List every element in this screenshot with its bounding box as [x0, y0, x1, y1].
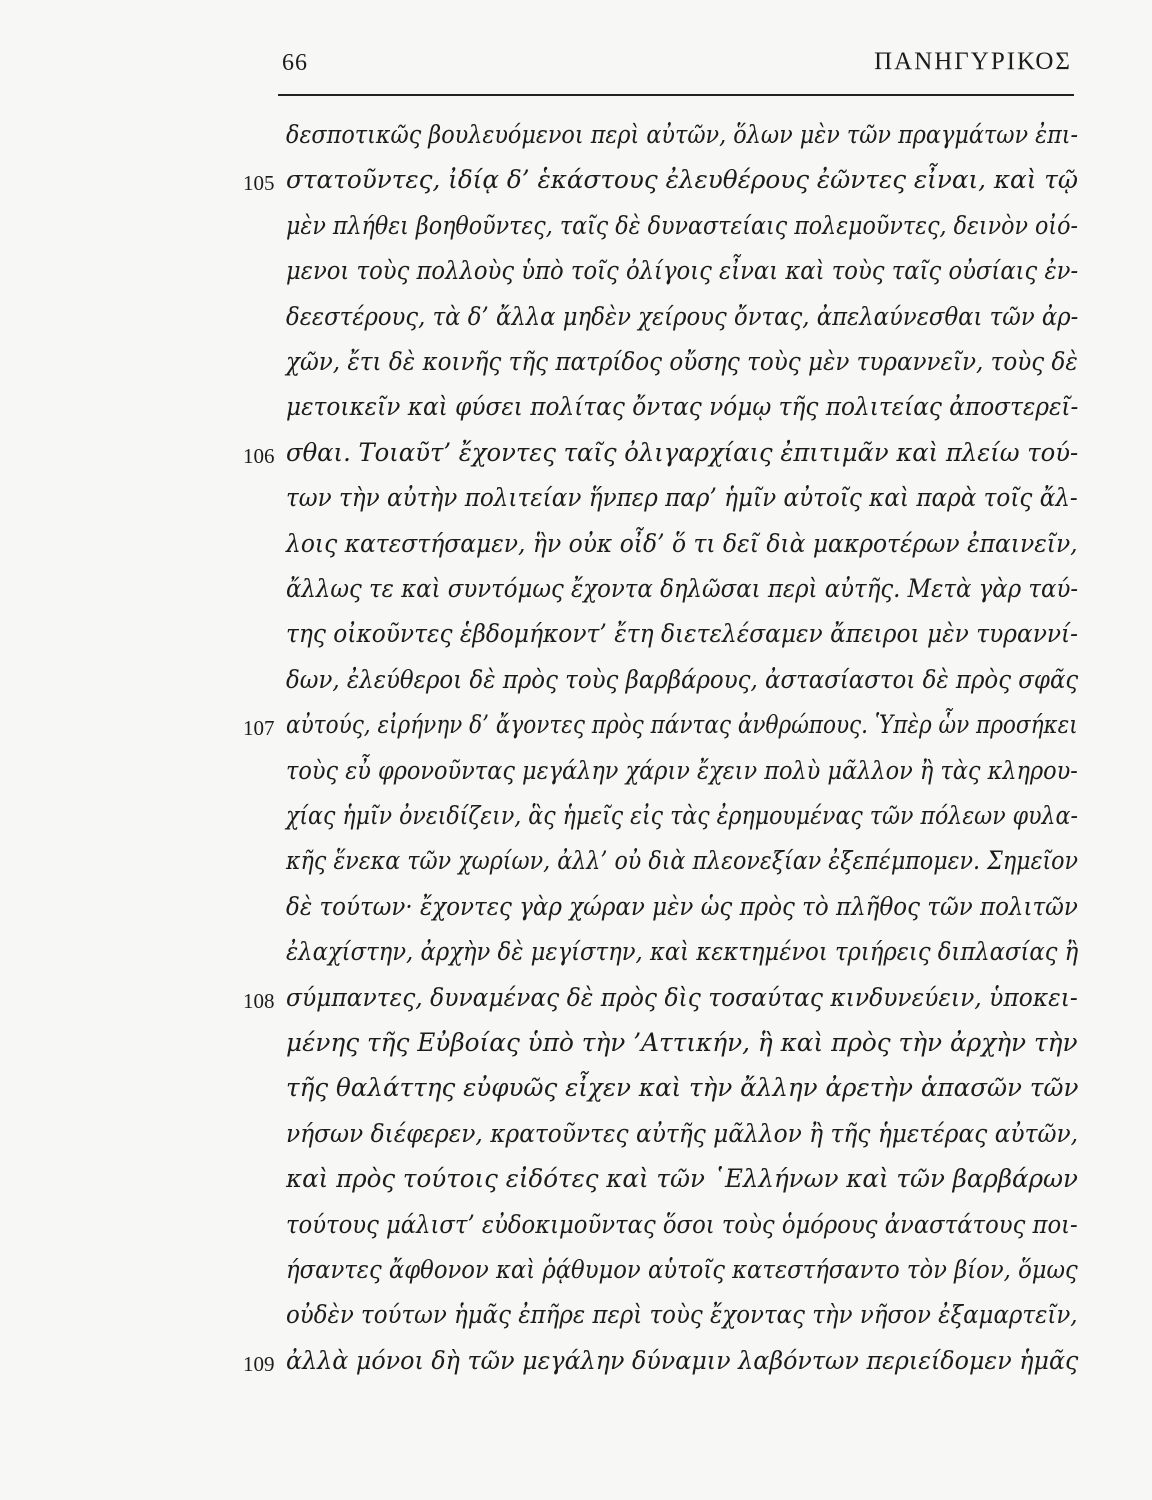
text-line: της οἰκοῦντες ἑβδομήκοντ’ ἔτη διετελέσαμεν ἄπειροι μὲν τυραννί- [286, 619, 1079, 648]
text-line: ἄλλως τε καὶ συντόμως ἔχοντα δηλῶσαι περὶ αὐτῆς. Μετὰ γὰρ ταύ- [286, 574, 1079, 603]
text-line: μένης τῆς Εὐβοίας ὑπὸ τὴν ’Αττικήν, ἣ καὶ πρὸς τὴν ἀρχὴν τὴν [286, 1028, 1078, 1057]
text-line: των τὴν αὐτὴν πολιτείαν ἥνπερ παρ’ ἡμῖν αὐτοῖς καὶ παρὰ τοῖς ἄλ- [286, 483, 1078, 512]
text-line: μενοι τοὺς πολλοὺς ὑπὸ τοῖς ὀλίγοις εἶναι καὶ τοὺς ταῖς οὐσίαις ἐν- [286, 256, 1079, 285]
text-line: χίας ἡμῖν ὀνειδίζειν, ἃς ἡμεῖς εἰς τὰς ἐρημουμένας τῶν πόλεων φυλα- [286, 801, 1078, 830]
section-number: 105 [243, 171, 275, 195]
section-number: 106 [243, 444, 275, 468]
section-number: 108 [243, 989, 275, 1013]
text-line: ήσαντες ἄφθονον καὶ ῥᾴθυμον αὑτοῖς κατεστήσαντο τὸν βίον, ὅμως [286, 1255, 1078, 1284]
text-line: αὐτούς, εἰρήνην δ’ ἄγοντες πρὸς πάντας ἀνθρώπους. Ὑπὲρ ὧν προσήκει [286, 710, 1078, 739]
text-line: καὶ πρὸς τούτοις εἰδότες καὶ τῶν ῾Ελλήνων καὶ τῶν βαρβάρων [286, 1164, 1078, 1193]
section-number: 107 [243, 716, 275, 740]
text-line: δὲ τούτων· ἔχοντες γὰρ χώραν μὲν ὡς πρὸς τὸ πλῆθος τῶν πολιτῶν [286, 892, 1078, 921]
text-line: τούτους μάλιστ’ εὐδοκιμοῦντας ὅσοι τοὺς ὁμόρους ἀναστάτους ποι- [286, 1210, 1078, 1239]
text-line: δεσποτικῶς βουλευόμενοι περὶ αὐτῶν, ὅλων μὲν τῶν πραγμάτων ἐπι- [286, 120, 1079, 149]
section-number: 109 [243, 1352, 275, 1376]
text-line: τοὺς εὖ φρονοῦντας μεγάλην χάριν ἔχειν πολὺ μᾶλλον ἢ τὰς κληρου- [286, 756, 1078, 785]
text-line: λοις κατεστήσαμεν, ἣν οὐκ οἶδ’ ὅ τι δεῖ διὰ μακροτέρων ἐπαινεῖν, [286, 529, 1078, 558]
text-line: τῆς θαλάττης εὐφυῶς εἶχεν καὶ τὴν ἄλλην ἀρετὴν ἁπασῶν τῶν [286, 1073, 1079, 1102]
text-line: νήσων διέφερεν, κρατοῦντες αὐτῆς μᾶλλον ἢ τῆς ἡμετέρας αὐτῶν, [286, 1119, 1079, 1148]
text-line: μὲν πλήθει βοηθοῦντες, ταῖς δὲ δυναστείαις πολεμοῦντες, δεινὸν οἰό- [286, 211, 1078, 240]
text-line: ἀλλὰ μόνοι δὴ τῶν μεγάλην δύναμιν λαβόντων περιείδομεν ἡμᾶς [286, 1346, 1079, 1375]
text-line: οὐδὲν τούτων ἡμᾶς ἐπῆρε περὶ τοὺς ἔχοντας τὴν νῆσον ἐξαμαρτεῖν, [286, 1300, 1078, 1329]
text-line: ἐλαχίστην, ἀρχὴν δὲ μεγίστην, καὶ κεκτημένοι τριήρεις διπλασίας ἢ [286, 937, 1079, 966]
text-line: σύμπαντες, δυναμένας δὲ πρὸς δὶς τοσαύτας κινδυνεύειν, ὑποκει- [286, 983, 1078, 1012]
text-line: στατοῦντες, ἰδίᾳ δ’ ἑκάστους ἐλευθέρους ἐῶντες εἶναι, καὶ τῷ [286, 165, 1079, 194]
text-line: χῶν, ἔτι δὲ κοινῆς τῆς πατρίδος οὔσης τοὺς μὲν τυραννεῖν, τοὺς δὲ [286, 347, 1078, 376]
running-title: ΠΑΝΗΓΥΡΙΚΟΣ [874, 48, 1072, 75]
text-line: δων, ἐλεύθεροι δὲ πρὸς τοὺς βαρβάρους, ἀστασίαστοι δὲ πρὸς σφᾶς [286, 665, 1079, 694]
text-line: δεεστέρους, τὰ δ’ ἄλλα μηδὲν χείρους ὄντας, ἀπελαύνεσθαι τῶν ἀρ- [286, 302, 1079, 331]
text-line: κῆς ἕνεκα τῶν χωρίων, ἀλλ’ οὐ διὰ πλεονεξίαν ἐξεπέμπομεν. Σημεῖον [286, 846, 1079, 875]
text-line: σθαι. Τοιαῦτ’ ἔχοντες ταῖς ὀλιγαρχίαις ἐπιτιμᾶν καὶ πλείω τού- [286, 438, 1079, 467]
page-number: 66 [282, 50, 308, 76]
text-line: μετοικεῖν καὶ φύσει πολίτας ὄντας νόμῳ τῆς πολιτείας ἀποστερεῖ- [286, 392, 1079, 421]
